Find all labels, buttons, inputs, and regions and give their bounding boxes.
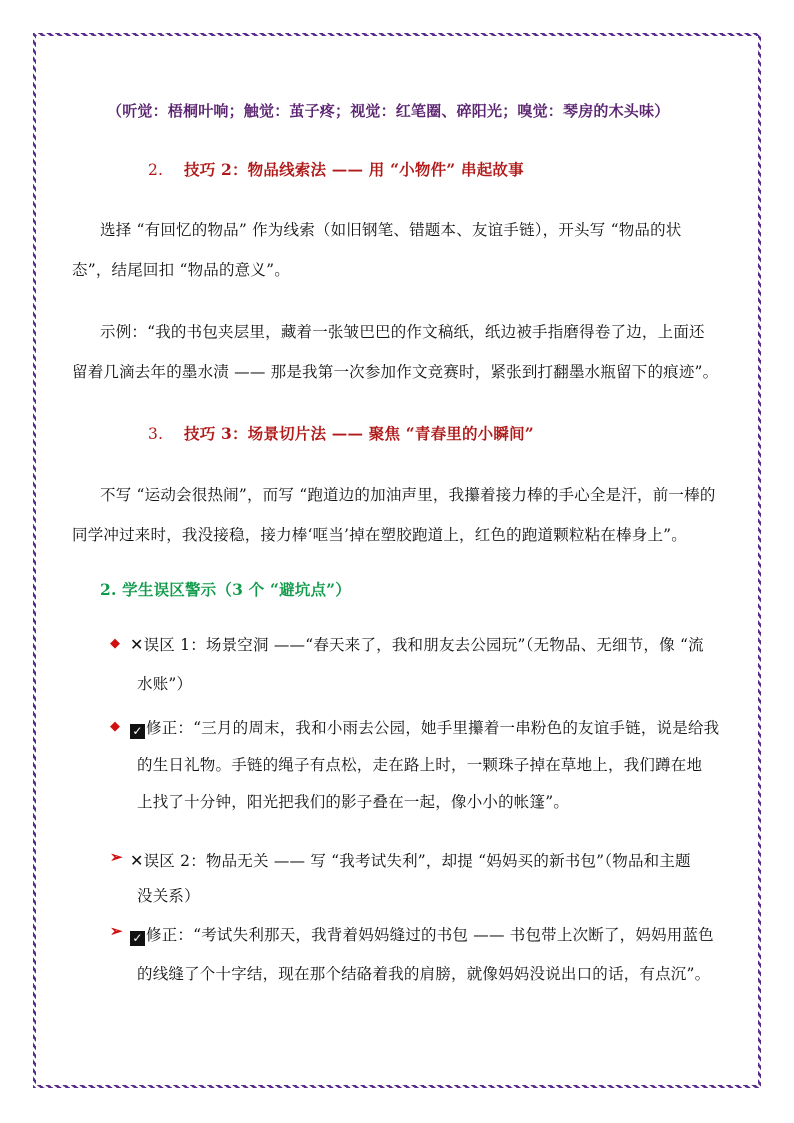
tip2-example-line-2: 留着几滴去年的墨水渍 —— 那是我第一次参加作文竞赛时，紧张到打翻墨水瓶留下的痕迹”。 <box>72 363 719 381</box>
tip2-example-line-1: 示例：“我的书包夹层里，藏着一张皱巴巴的作文稿纸，纸边被手指磨得卷了边，上面还 <box>100 323 705 341</box>
arrow-bullet-icon: ➢ <box>110 922 123 940</box>
mistake2-text-1: 误区 2：物品无关 —— 写 “我考试失利”，却提 “妈妈买的新书包”（物品和主题 <box>143 852 691 870</box>
tip2-heading <box>148 158 524 180</box>
fix2-line-2: 的线缝了个十字结，现在那个结硌着我的肩膀，就像妈妈没说出口的话，有点沉”。 <box>137 965 711 983</box>
tip3-title: 技巧 3：场景切片法 —— 聚焦 “青春里的小瞬间” <box>184 424 534 443</box>
mistake1-line-1 <box>130 633 704 655</box>
diamond-bullet-icon: ◆ <box>110 719 120 734</box>
tip3-number: 3. <box>148 425 164 443</box>
senses-line: （听觉：梧桐叶响；触觉：茧子疼；视觉：红笔圈、碎阳光；嗅觉：琴房的木头味） <box>107 102 670 120</box>
cross-icon: ✕ <box>130 635 144 654</box>
tip3-heading <box>148 422 534 444</box>
check-icon: ✓ <box>130 931 145 946</box>
fix1-text-1: 修正：“三月的周末，我和小雨去公园，她手里攥着一串粉色的友谊手链，说是给我 <box>146 719 720 737</box>
tip2-body-line-2: 态”，结尾回扣 “物品的意义”。 <box>72 261 290 279</box>
fix1-line-1 <box>130 716 719 739</box>
fix1-line-3: 上找了十分钟，阳光把我们的影子叠在一起，像小小的帐篷”。 <box>137 793 570 811</box>
section2-heading: 2. 学生误区警示（3 个 “避坑点”） <box>100 580 351 599</box>
mistake1-text-1: 误区 1：场景空洞 ——“春天来了，我和朋友去公园玩”（无物品、无细节，像 “流 <box>143 636 704 654</box>
mistake2-line-2: 没关系） <box>137 887 200 905</box>
mistake1-line-2: 水账”） <box>137 675 193 693</box>
tip3-body-line-1: 不写 “运动会很热闹”，而写 “跑道边的加油声里，我攥着接力棒的手心全是汗，前一棒的 <box>100 486 716 504</box>
tip2-body-line-1: 选择 “有回忆的物品” 作为线索（如旧钢笔、错题本、友谊手链），开头写 “物品的状 <box>100 221 682 239</box>
check-icon: ✓ <box>130 724 145 739</box>
fix1-line-2: 的生日礼物。手链的绳子有点松，走在路上时，一颗珠子掉在草地上，我们蹲在地 <box>137 756 703 774</box>
arrow-bullet-icon: ➢ <box>110 848 123 866</box>
mistake2-line-1 <box>130 849 691 871</box>
tip2-title: 技巧 2：物品线索法 —— 用 “小物件” 串起故事 <box>184 160 524 179</box>
tip2-number: 2. <box>148 161 164 179</box>
cross-icon: ✕ <box>130 851 144 870</box>
fix2-line-1 <box>130 923 714 946</box>
diamond-bullet-icon: ◆ <box>110 636 120 651</box>
fix2-text-1: 修正：“考试失利那天，我背着妈妈缝过的书包 —— 书包带上次断了，妈妈用蓝色 <box>146 926 714 944</box>
tip3-body-line-2: 同学冲过来时，我没接稳，接力棒‘哐当’掉在塑胶跑道上，红色的跑道颗粒粘在棒身上”。 <box>72 526 687 544</box>
